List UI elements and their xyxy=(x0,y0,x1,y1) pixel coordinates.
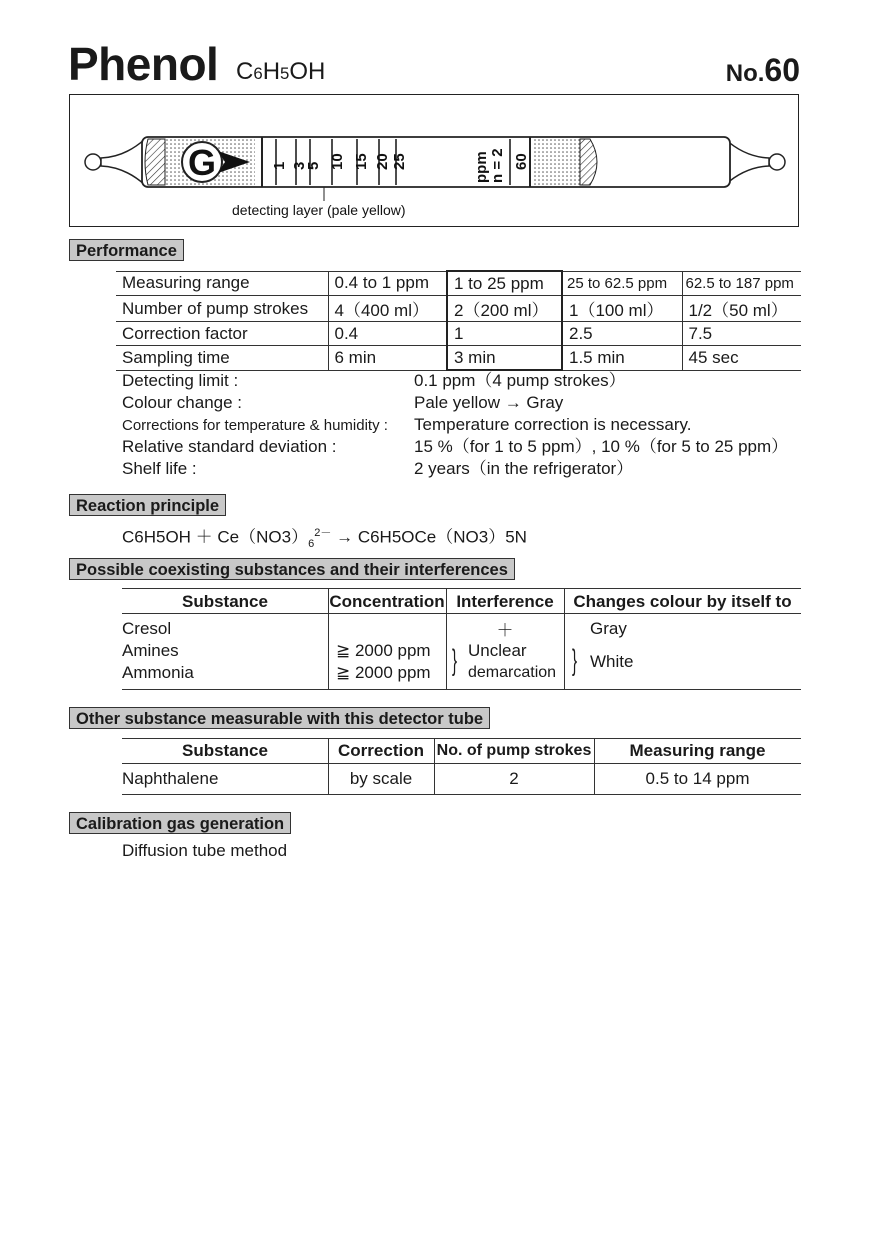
svg-text:5: 5 xyxy=(305,161,322,170)
svg-text:15: 15 xyxy=(353,153,370,170)
svg-text:60: 60 xyxy=(513,153,530,170)
detail-row: Shelf life : 2 years（in the refrigerator） xyxy=(122,459,634,478)
detail-row: Detecting limit : 0.1 ppm（4 pump strokes） xyxy=(122,371,626,390)
detecting-layer-caption: detecting layer (pale yellow) xyxy=(232,202,406,218)
detector-tube-illustration xyxy=(69,94,799,227)
tube-number: No.60 xyxy=(725,52,800,88)
list-item: Amines xyxy=(122,641,179,660)
performance-details xyxy=(122,370,822,480)
list-item: Cresol xyxy=(122,619,172,638)
left-tip xyxy=(85,154,101,170)
detail-row: Colour change : Pale yellow → Gray xyxy=(122,393,564,412)
calibration-method: Diffusion tube method xyxy=(122,841,288,860)
other-substance-table: Substance Correction No. of pump strokes Measuring range Naphthalene by scale 2 0.5 to 14 ppm xyxy=(122,738,801,795)
svg-text:ppm: ppm xyxy=(473,151,490,183)
table-row: Number of pump strokes 4（400 ml） 2（200 ml） 1（100 ml） 1/2（50 ml） xyxy=(116,296,801,322)
svg-text:n = 2: n = 2 xyxy=(489,148,506,183)
chemical-formula: C6H5OH xyxy=(236,58,326,85)
reaction-equation: $C6H5OH + Ce(NO3)_6^{2-} \to C6H5OCe(NO3)5N$ xyxy=(122,527,527,551)
right-tip xyxy=(769,154,785,170)
other-substance-heading: Other substance measurable with this detector tube xyxy=(69,707,490,729)
detector-tube-drawing xyxy=(70,95,800,228)
svg-text:3: 3 xyxy=(291,161,308,170)
table-row: Measuring range 0.4 to 1 ppm 1 to 25 ppm 25 to 62.5 ppm 62.5 to 187 ppm xyxy=(116,271,801,296)
detail-row: Relative standard deviation : 15 %（for 1 to 5 ppm）, 10 %（for 5 to 25 ppm） xyxy=(122,437,789,456)
list-item: Ammonia xyxy=(122,663,194,682)
detail-row: Corrections for temperature & humidity : Temperature correction is necessary. xyxy=(122,415,692,434)
svg-text:25: 25 xyxy=(391,153,408,170)
interferences-table: Substance Concentration Interference Changes colour by itself to Cresol Amines Ammonia ≧ 2000 ppm ≧ 2000 ppm ＋ } Unclear demarcation Gray } White xyxy=(122,588,801,690)
reaction-heading: Reaction principle xyxy=(69,494,226,516)
table-row: Sampling time 6 min 3 min 1.5 min 45 sec xyxy=(116,346,801,371)
performance-heading: Performance xyxy=(69,239,184,261)
svg-text:1: 1 xyxy=(271,161,288,170)
svg-text:10: 10 xyxy=(329,153,346,170)
logo-letter: G xyxy=(187,142,217,183)
page-title: Phenol xyxy=(68,38,219,90)
interferences-heading: Possible coexisting substances and their interferences xyxy=(69,558,515,580)
table-row: Correction factor 0.4 1 2.5 7.5 xyxy=(116,322,801,346)
svg-text:20: 20 xyxy=(374,153,391,170)
performance-table xyxy=(116,270,801,371)
calibration-heading: Calibration gas generation xyxy=(69,812,291,834)
